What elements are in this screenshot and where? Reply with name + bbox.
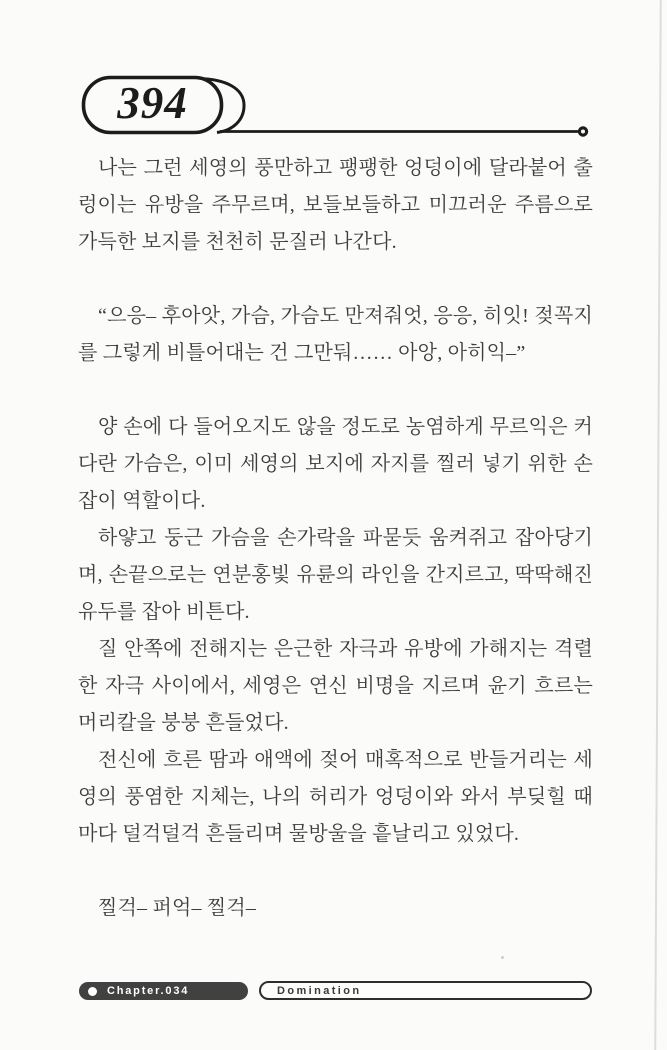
page-number: 394 — [117, 77, 188, 128]
dialogue-paragraph: “으응– 후아앗, 가슴, 가슴도 만져줘엇, 응응, 히잇! 젖꼭지를 그렇게 비틀어대는 건 그만둬…… 아앙, 아히익–” — [78, 305, 593, 364]
paragraph: 전신에 흐른 땀과 애액에 젖어 매혹적으로 반들거리는 세영의 풍염한 지체는, 나의 허리가 엉덩이와 와서 부딪힐 때마다 덜걱덜걱 흔들리며 물방울을 흩날리고 있었다. — [78, 749, 593, 845]
chapter-label: Chapter.034 — [107, 985, 190, 997]
series-label: Domination — [277, 984, 362, 997]
scan-speck — [501, 956, 504, 959]
paragraph: 양 손에 다 들어오지도 않을 정도로 농염하게 무르익은 커다란 가슴은, 이미 세영의 보지에 자지를 찔러 넣기 위한 손잡이 역할이다. — [78, 416, 593, 512]
sfx-paragraph: 찔걱– 퍼억– 찔걱– — [98, 897, 257, 919]
series-badge — [259, 981, 592, 1000]
bullet-dot-icon — [88, 987, 97, 996]
paragraph: 하얗고 둥근 가슴을 손가락을 파묻듯 움켜쥐고 잡아당기며, 손끝으로는 연분홍빛 유륜의 라인을 간지르고, 딱딱해진 유두를 잡아 비튼다. — [78, 527, 593, 623]
body-text — [78, 150, 593, 927]
chapter-badge — [79, 982, 248, 1000]
paragraph: 나는 그런 세영의 풍만하고 팽팽한 엉덩이에 달라붙어 출렁이는 유방을 주무르며, 보들보들하고 미끄러운 주름으로 가득한 보지를 천천히 문질러 나간다. — [78, 157, 593, 253]
paragraph: 질 안쪽에 전해지는 은근한 자극과 유방에 가해지는 격렬한 자극 사이에서, 세영은 연신 비명을 지르며 윤기 흐르는 머리칼을 붕붕 흔들었다. — [78, 638, 593, 734]
line-end-ring-icon — [579, 128, 586, 135]
